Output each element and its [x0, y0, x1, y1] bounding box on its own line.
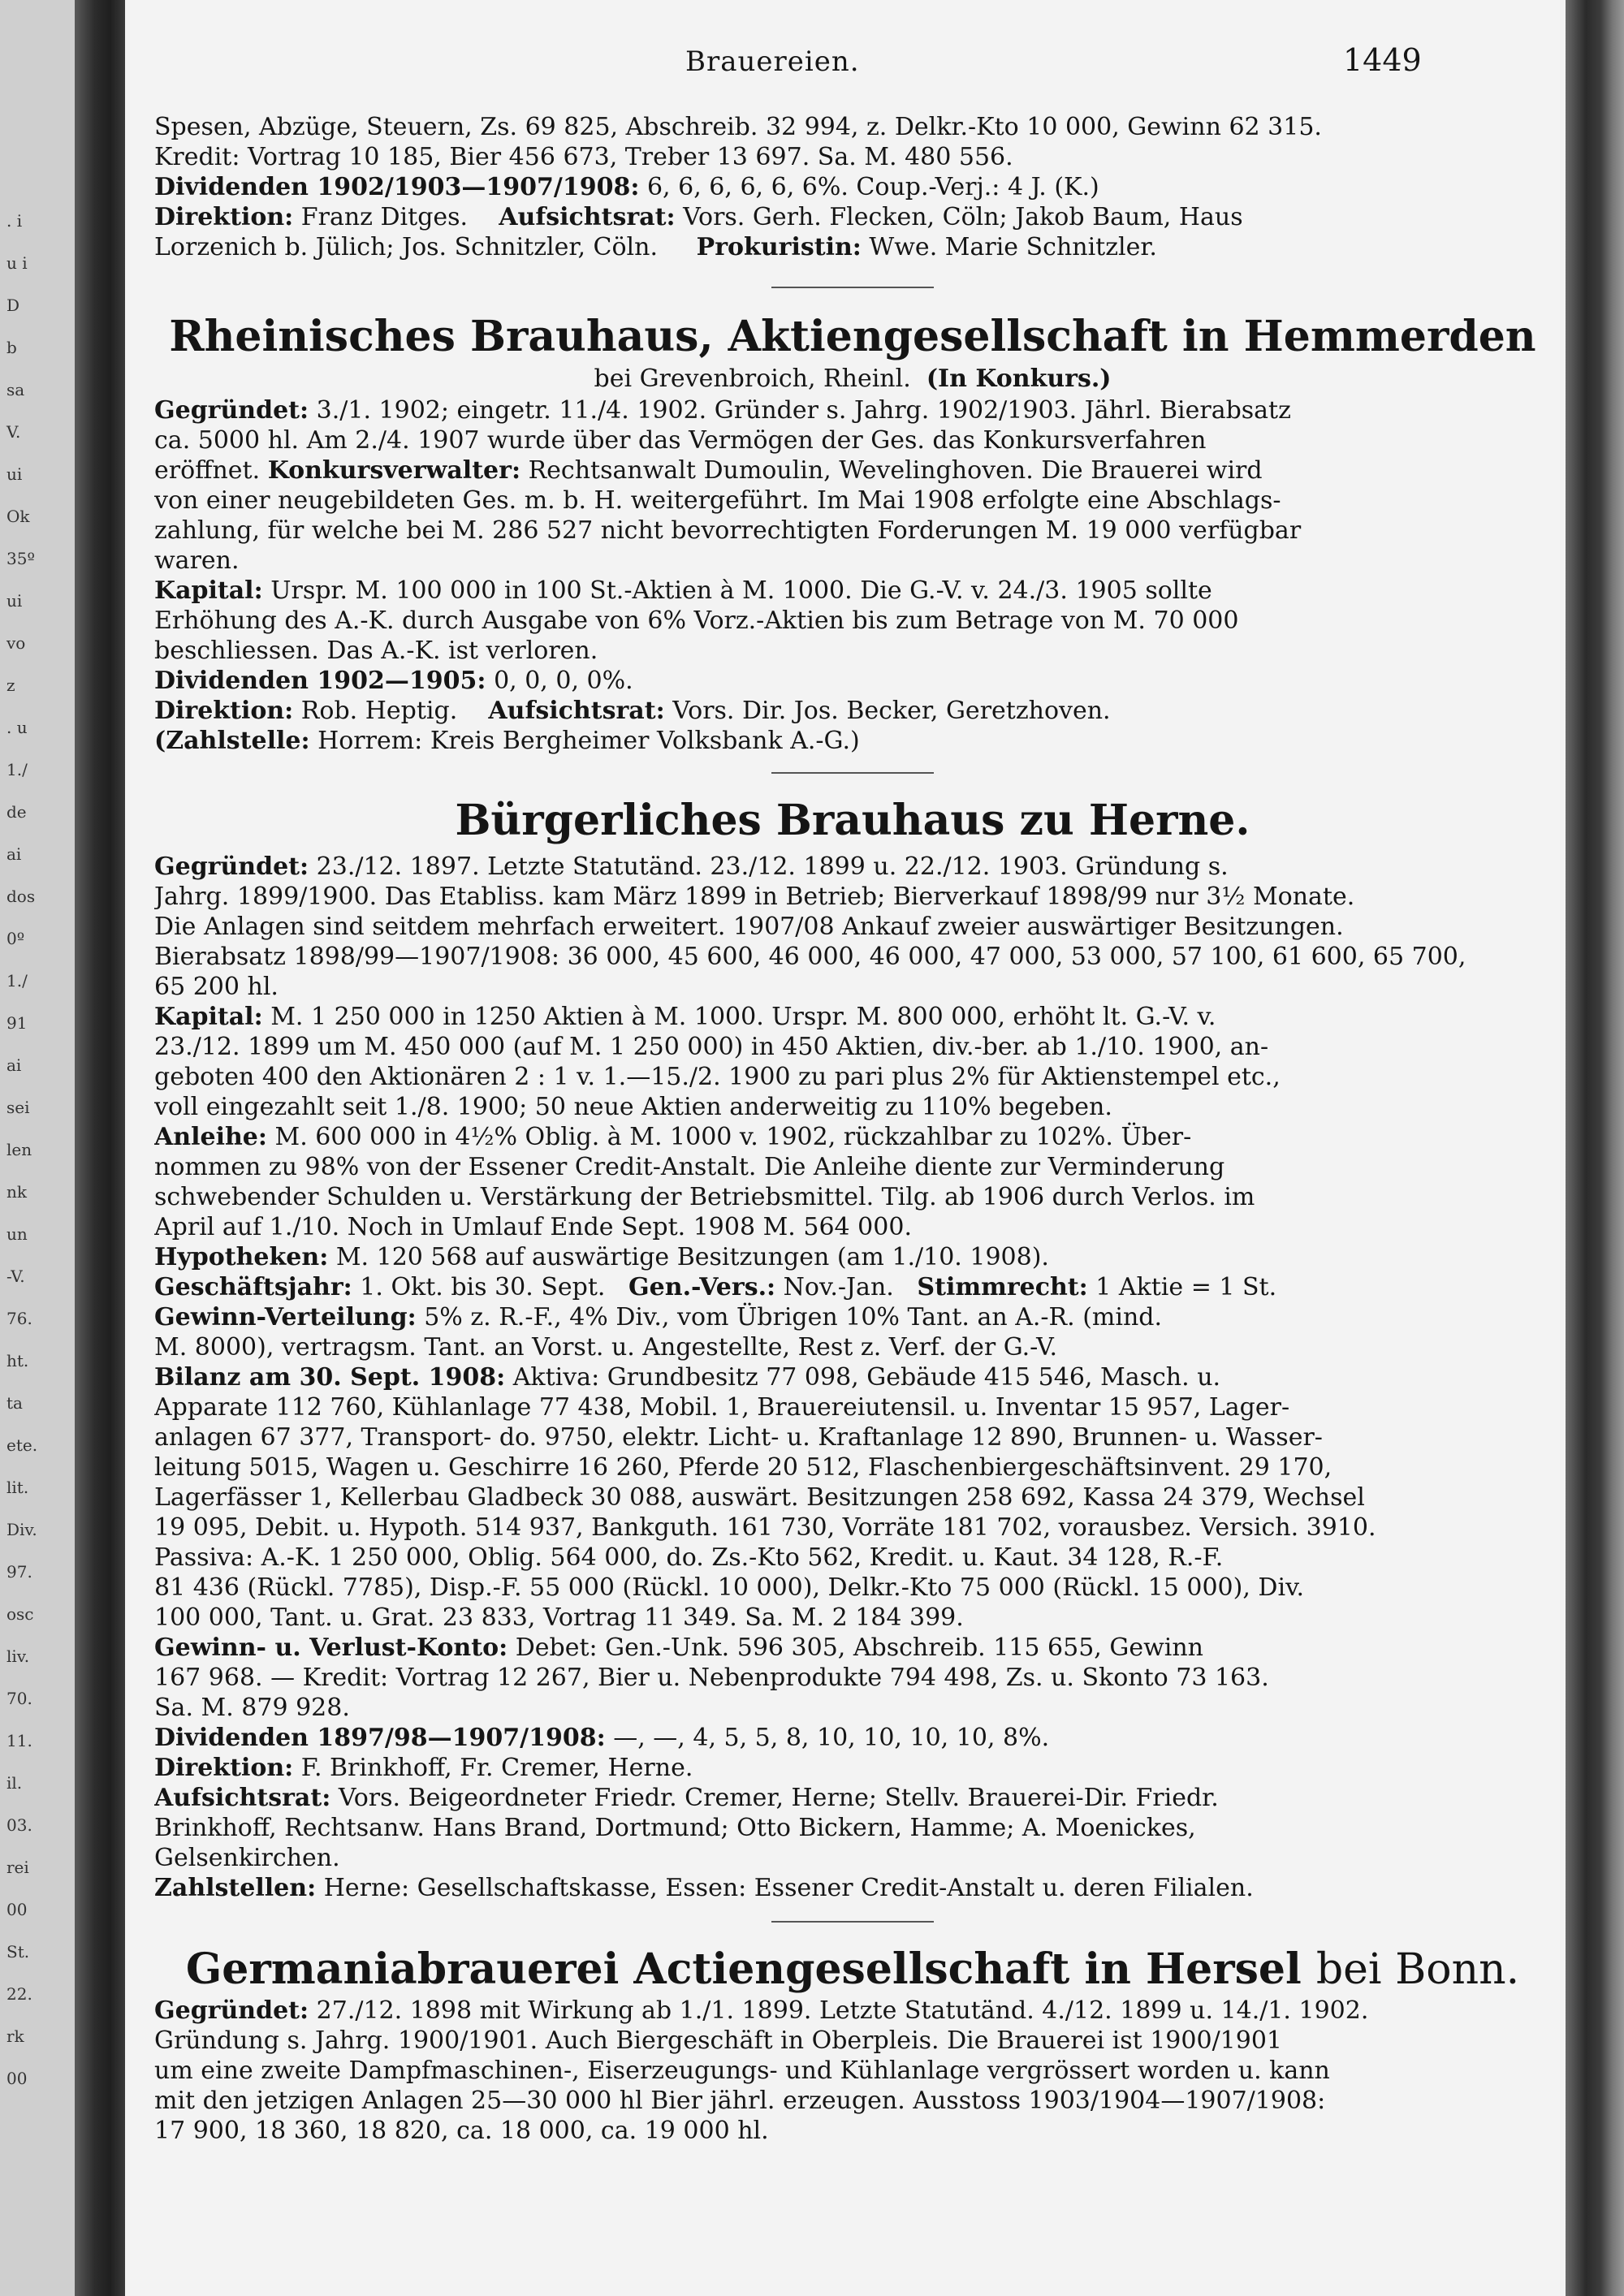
field-value: 5% z. R.-F., 4% Div., vom Übrigen 10% Tant. an A.-R. (mind. [424, 1303, 1163, 1331]
direktion-line [154, 696, 1551, 726]
field-value: M. 600 000 in 4½% Oblig. à M. 1000 v. 1902, rückzahlbar zu 102%. Über- [274, 1123, 1192, 1151]
direktion-line [154, 202, 1551, 232]
field-label: Direktion: [154, 697, 294, 725]
aufsichtsrat-line [154, 1783, 1551, 1813]
text-line: geboten 400 den Aktionären 2 : 1 v. 1.—15./2. 1900 zu pari plus 2% für Aktienstempel etc., [154, 1063, 1281, 1091]
text-line: zahlung, für welche bei M. 286 527 nicht bevorrechtigten Forderungen M. 19 000 verfügbar [154, 516, 1302, 545]
field-label: Gewinn-Verteilung: [154, 1303, 417, 1331]
field-label: Zahlstellen: [154, 1874, 317, 1902]
field-value: Urspr. M. 100 000 in 100 St.-Aktien à M. 1000. Die G.-V. v. 24./3. 1905 sollte [270, 576, 1212, 605]
text-line: waren. [154, 546, 240, 575]
margin-fragment: 91 [6, 1013, 28, 1033]
field-value: 6, 6, 6, 6, 6, 6%. Coup.-Verj.: 4 J. (K.) [646, 173, 1099, 201]
zahlstellen-line [154, 1873, 1551, 1903]
anleihe-line [154, 1122, 1551, 1152]
margin-fragment: sei [6, 1098, 30, 1117]
text-line: M. 8000), vertragsm. Tant. an Vorst. u. Angestellte, Rest z. Verf. der G.-V. [154, 1333, 1058, 1362]
text-line: Die Anlagen sind seitdem mehrfach erweitert. 1907/08 Ankauf zweier auswärtiger Besitzungen. [154, 913, 1344, 941]
text-line: 167 968. — Kredit: Vortrag 12 267, Bier u. Nebenprodukte 794 498, Zs. u. Skonto 73 163. [154, 1664, 1269, 1692]
page-header [125, 42, 1566, 81]
zahlstelle-line [154, 726, 1551, 756]
margin-fragment: Ok [6, 507, 30, 526]
margin-fragment: ht. [6, 1351, 29, 1370]
company-subtitle [154, 363, 1551, 395]
field-value: Aktiva: Grundbesitz 77 098, Gebäude 415 546, Masch. u. [512, 1363, 1221, 1392]
text-line: Brinkhoff, Rechtsanw. Hans Brand, Dortmund; Otto Bickern, Hamme; A. Moenickes, [154, 1814, 1196, 1842]
field-label: Kapital: [154, 1003, 263, 1031]
margin-fragment: rei [6, 1858, 29, 1877]
field-value: 27./12. 1898 mit Wirkung ab 1./1. 1899. Letzte Statutänd. 4./12. 1899 u. 14./1. 1902. [316, 1996, 1369, 2025]
text-line: 100 000, Tant. u. Grat. 23 833, Vortrag 11 349. Sa. M. 2 184 399. [154, 1603, 964, 1632]
field-value: 1. Okt. bis 30. Sept. [360, 1273, 606, 1301]
field-value: M. 1 250 000 in 1250 Aktien à M. 1000. Urspr. M. 800 000, erhöht lt. G.-V. v. [270, 1003, 1216, 1031]
margin-fragment: ai [6, 844, 22, 864]
field-value: Horrem: Kreis Bergheimer Volksbank A.-G.) [317, 727, 860, 755]
subtitle-location: bei Grevenbroich, Rheinl. [594, 365, 911, 393]
field-label: Aufsichtsrat: [488, 697, 665, 725]
field-label: Gegründet: [154, 852, 309, 881]
field-label: Direktion: [154, 1754, 294, 1782]
company-title: Rheinisches Brauhaus, Aktiengesellschaft in Hemmerden [169, 312, 1536, 361]
field-value: Rechtsanwalt Dumoulin, Wevelinghoven. Die Brauerei wird [528, 456, 1263, 485]
margin-fragment: D [6, 296, 20, 315]
text-line: Passiva: A.-K. 1 250 000, Oblig. 564 000, do. Zs.-Kto 562, Kredit. u. Kaut. 34 128, R.-F. [154, 1543, 1224, 1572]
text-line: Gelsenkirchen. [154, 1844, 340, 1872]
margin-fragment: ai [6, 1055, 22, 1075]
book-gutter [75, 0, 125, 2296]
margin-fragment: ete. [6, 1435, 38, 1455]
field-label: Kapital: [154, 576, 263, 605]
margin-fragment: lit. [6, 1478, 29, 1497]
page-edge-right [1566, 0, 1624, 2296]
margin-fragment: ta [6, 1393, 23, 1413]
margin-fragment: 1./ [6, 760, 28, 779]
text-line: Lagerfässer 1, Kellerbau Gladbeck 30 088, auswärt. Besitzungen 258 692, Kassa 24 379, Wechsel [154, 1483, 1365, 1512]
field-label: Aufsichtsrat: [499, 203, 676, 231]
field-value: —, —, 4, 5, 5, 8, 10, 10, 10, 10, 8%. [613, 1724, 1050, 1752]
text-line: 19 095, Debit. u. Hypoth. 514 937, Bankguth. 161 730, Vorräte 181 702, vorausbez. Versich. 3910. [154, 1513, 1376, 1542]
field-value: Nov.-Jan. [783, 1273, 894, 1301]
margin-fragment: sa [6, 380, 25, 399]
page-number: 1449 [1343, 42, 1422, 78]
margin-fragment: rk [6, 2026, 24, 2046]
margin-fragment: V. [6, 422, 21, 442]
field-label: Hypotheken: [154, 1243, 329, 1271]
field-label: Aufsichtsrat: [154, 1784, 331, 1812]
field-value: 23./12. 1897. Letzte Statutänd. 23./12. 1899 u. 22./12. 1903. Gründung s. [316, 852, 1229, 881]
text-line: 17 900, 18 360, 18 820, ca. 18 000, ca. 19 000 hl. [154, 2117, 769, 2145]
field-value: Lorzenich b. Jülich; Jos. Schnitzler, Cöln. [154, 233, 658, 261]
konkursverwalter-line [154, 455, 1551, 486]
margin-fragment: len [6, 1140, 32, 1159]
prokuristin-line [154, 232, 1551, 262]
field-label: Dividenden 1897/98—1907/1908: [154, 1724, 606, 1752]
field-value: 0, 0, 0, 0%. [494, 667, 633, 695]
gegruendet-line [154, 1996, 1551, 2026]
field-value: Rob. Heptig. [300, 697, 458, 725]
running-head: Brauereien. [685, 45, 860, 78]
text-line: voll eingezahlt seit 1./8. 1900; 50 neue Aktien anderweitig zu 110% begeben. [154, 1093, 1112, 1121]
text-line: Gründung s. Jahrg. 1900/1901. Auch Biergeschäft in Oberpleis. Die Brauerei ist 1900/1901 [154, 2026, 1283, 2055]
bilanz-line [154, 1362, 1551, 1392]
text-line: April auf 1./10. Noch in Umlauf Ende Sept. 1908 M. 564 000. [154, 1213, 912, 1241]
hypotheken-line [154, 1242, 1551, 1272]
text-line: schwebender Schulden u. Verstärkung der Betriebsmittel. Tilg. ab 1906 durch Verlos. im [154, 1183, 1255, 1211]
field-label: Prokuristin: [696, 233, 862, 261]
entry-hemmerden [154, 311, 1551, 756]
dividenden-line [154, 666, 1551, 696]
field-value: Herne: Gesellschaftskasse, Essen: Essener Credit-Anstalt u. deren Filialen. [323, 1874, 1254, 1902]
margin-fragment: ui [6, 591, 23, 611]
margin-fragment: 97. [6, 1562, 32, 1582]
field-value: F. Brinkhoff, Fr. Cremer, Herne. [300, 1754, 693, 1782]
field-label: Gegründet: [154, 1996, 309, 2025]
text-line: von einer neugebildeten Ges. m. b. H. weitergeführt. Im Mai 1908 erfolgte eine Abschlags- [154, 486, 1281, 515]
dividenden-line [154, 1723, 1551, 1753]
field-label: Bilanz am 30. Sept. 1908: [154, 1363, 506, 1392]
margin-fragment: -V. [6, 1267, 25, 1286]
margin-fragment: . i [6, 211, 23, 231]
field-value: eröffnet. [154, 456, 261, 485]
gewinnverteilung-line [154, 1302, 1551, 1332]
field-label: Gegründet: [154, 396, 309, 425]
dividenden-line [154, 172, 1551, 202]
margin-fragment: 00 [6, 1900, 28, 1919]
text-line: Sa. M. 879 928. [154, 1694, 350, 1722]
document-page [125, 0, 1566, 2296]
text-line: 65 200 hl. [154, 973, 279, 1001]
margin-fragment: 0º [6, 929, 25, 948]
margin-fragment: 11. [6, 1731, 32, 1750]
field-value: Vors. Gerh. Flecken, Cöln; Jakob Baum, Haus [683, 203, 1243, 231]
field-label: Stimmrecht: [917, 1273, 1088, 1301]
margin-fragment: 1./ [6, 971, 28, 990]
margin-fragment: liv. [6, 1646, 30, 1666]
geschaeftsjahr-line [154, 1272, 1551, 1302]
margin-fragment: 35º [6, 549, 35, 568]
margin-fragment: z [6, 675, 15, 695]
text-line: nommen zu 98% von der Essener Credit-Anstalt. Die Anleihe diente zur Verminderung [154, 1153, 1225, 1181]
margin-fragment: 76. [6, 1309, 32, 1328]
company-title-main: Germaniabrauerei Actiengesellschaft in Hersel [185, 1944, 1302, 1994]
text-line: Erhöhung des A.-K. durch Ausgabe von 6% Vorz.-Aktien bis zum Betrage von M. 70 000 [154, 606, 1239, 635]
field-value: Vors. Beigeordneter Friedr. Cremer, Herne; Stellv. Brauerei-Dir. Friedr. [338, 1784, 1219, 1812]
margin-fragment: nk [6, 1182, 27, 1202]
page-content [154, 112, 1551, 2146]
field-label: Anleihe: [154, 1123, 267, 1151]
field-value: 3./1. 1902; eingetr. 11./4. 1902. Gründer s. Jahrg. 1902/1903. Jährl. Bierabsatz [316, 396, 1291, 425]
text-line: mit den jetzigen Anlagen 25—30 000 hl Bier jährl. erzeugen. Ausstoss 1903/1904—1907/1908: [154, 2087, 1326, 2115]
field-label: Gen.-Vers.: [628, 1273, 776, 1301]
gegruendet-line [154, 395, 1551, 425]
text-line: beschliessen. Das A.-K. ist verloren. [154, 637, 598, 665]
margin-fragment: vo [6, 633, 26, 653]
text-line: Kredit: Vortrag 10 185, Bier 456 673, Treber 13 697. Sa. M. 480 556. [154, 143, 1013, 171]
guv-line [154, 1633, 1551, 1663]
text-line: um eine zweite Dampfmaschinen-, Eiserzeugungs- und Kühlanlage vergrössert worden u. kann [154, 2056, 1330, 2085]
field-value: Franz Ditges. [300, 203, 469, 231]
text-line: 23./12. 1899 um M. 450 000 (auf M. 1 250 000) in 450 Aktien, div.-ber. ab 1./10. 1900, an- [154, 1033, 1269, 1061]
text-line: Jahrg. 1899/1900. Das Etabliss. kam März 1899 in Betrieb; Bierverkauf 1898/99 nur 3½ Monate. [154, 883, 1355, 911]
text-line: Apparate 112 760, Kühlanlage 77 438, Mobil. 1, Brauereiutensil. u. Inventar 15 957, Lager- [154, 1393, 1290, 1422]
field-label: Dividenden 1902—1905: [154, 667, 486, 695]
entry-herne [154, 795, 1551, 1903]
margin-fragment: il. [6, 1773, 23, 1793]
field-value: Debet: Gen.-Unk. 596 305, Abschreib. 115 655, Gewinn [515, 1634, 1203, 1662]
margin-fragment: b [6, 338, 17, 357]
margin-fragment: ui [6, 464, 23, 484]
text-line: ca. 5000 hl. Am 2./4. 1907 wurde über das Vermögen der Ges. das Konkursverfahren [154, 426, 1207, 455]
field-label: Geschäftsjahr: [154, 1273, 352, 1301]
direktion-line [154, 1753, 1551, 1783]
field-value: 1 Aktie = 1 St. [1095, 1273, 1277, 1301]
text-line: Spesen, Abzüge, Steuern, Zs. 69 825, Abschreib. 32 994, z. Delkr.-Kto 10 000, Gewinn 62 315. [154, 113, 1322, 141]
margin-fragment: dos [6, 887, 36, 906]
field-value: M. 120 568 auf auswärtige Besitzungen (am 1./10. 1908). [335, 1243, 1049, 1271]
field-label: Direktion: [154, 203, 294, 231]
margin-fragment: osc [6, 1604, 34, 1624]
margin-fragment: 00 [6, 2069, 28, 2088]
margin-fragment: Div. [6, 1520, 37, 1539]
margin-fragment: 22. [6, 1984, 32, 2004]
margin-fragment: . u [6, 718, 28, 737]
margin-fragment: 70. [6, 1689, 32, 1708]
entry-continued-top [154, 112, 1551, 262]
field-label: Konkursverwalter: [267, 456, 521, 485]
margin-fragment: un [6, 1224, 28, 1244]
konkurs-status: (In Konkurs.) [926, 365, 1112, 393]
field-label: (Zahlstelle: [154, 727, 310, 755]
field-value: Wwe. Marie Schnitzler. [869, 233, 1157, 261]
company-title [154, 1944, 1551, 1996]
company-title-tail: bei Bonn. [1315, 1945, 1520, 1994]
margin-fragment: de [6, 802, 27, 822]
field-label: Dividenden 1902/1903—1907/1908: [154, 173, 640, 201]
margin-fragment: 03. [6, 1815, 32, 1835]
company-title: Bürgerliches Brauhaus zu Herne. [455, 796, 1250, 845]
kapital-line [154, 576, 1551, 606]
text-line: 81 436 (Rückl. 7785), Disp.-F. 55 000 (Rückl. 10 000), Delkr.-Kto 75 000 (Rückl. 15 000), Div. [154, 1573, 1304, 1602]
text-line: leitung 5015, Wagen u. Geschirre 16 260, Pferde 20 512, Flaschenbiergeschäftsinvent. 29 170, [154, 1453, 1332, 1482]
entry-hersel [154, 1944, 1551, 2146]
text-line: anlagen 67 377, Transport- do. 9750, elektr. Licht- u. Kraftanlage 12 890, Brunnen- u. Wasser- [154, 1423, 1323, 1452]
field-value: Vors. Dir. Jos. Becker, Geretzhoven. [672, 697, 1111, 725]
margin-fragment: u i [6, 253, 28, 273]
adjacent-page-edge [0, 0, 75, 2296]
kapital-line [154, 1002, 1551, 1032]
margin-fragment: St. [6, 1942, 30, 1962]
text-line: Bierabsatz 1898/99—1907/1908: 36 000, 45 600, 46 000, 46 000, 47 000, 53 000, 57 100, 61 600, 65 700, [154, 943, 1466, 971]
gegruendet-line [154, 852, 1551, 882]
field-label: Gewinn- u. Verlust-Konto: [154, 1634, 508, 1662]
